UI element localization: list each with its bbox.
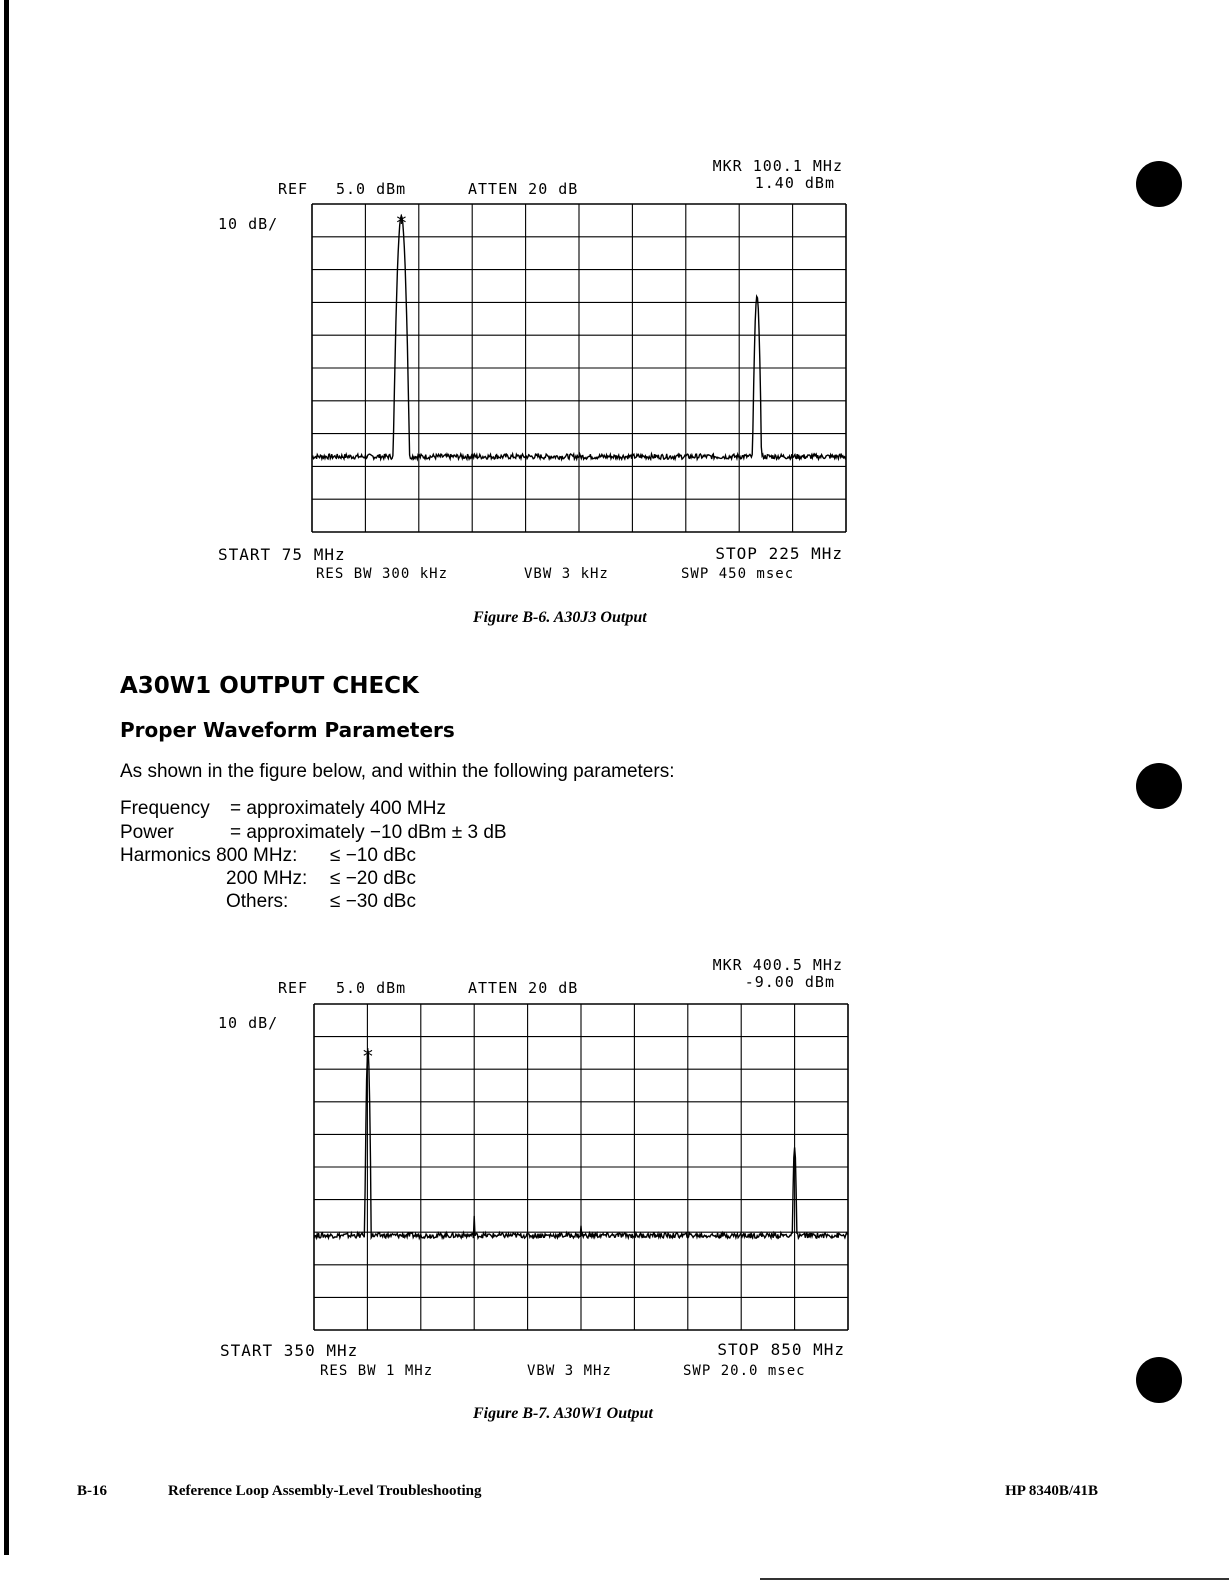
frequency-label: Frequency bbox=[120, 798, 210, 819]
start-frequency: START 350 MHz bbox=[220, 1341, 359, 1360]
marker-level: 1.40 dBm bbox=[754, 174, 835, 192]
marker-symbol: * bbox=[361, 1044, 374, 1069]
sweep-time: SWP 450 msec bbox=[681, 566, 795, 582]
marker-frequency: MKR 100.1 MHz bbox=[712, 157, 843, 175]
intro-paragraph: As shown in the figure below, and within the following parameters: bbox=[120, 761, 675, 782]
resolution-bandwidth: RES BW 300 kHz bbox=[316, 566, 449, 582]
harmonics-200-value: ≤ −20 dBc bbox=[330, 868, 416, 889]
harmonics-200-label: 200 MHz: bbox=[226, 868, 308, 889]
figure-caption: Figure B-6. A30J3 Output bbox=[473, 609, 647, 626]
others-value: ≤ −30 dBc bbox=[330, 891, 416, 912]
power-value: = approximately −10 dBm ± 3 dB bbox=[230, 822, 507, 843]
power-label: Power bbox=[120, 822, 174, 843]
footer-rule bbox=[760, 1578, 1229, 1580]
graticule bbox=[314, 1004, 848, 1330]
stop-frequency: STOP 850 MHz bbox=[717, 1340, 845, 1359]
stop-frequency: STOP 225 MHz bbox=[715, 544, 843, 563]
marker-symbol: * bbox=[395, 210, 408, 235]
section-subheading: Proper Waveform Parameters bbox=[120, 718, 455, 742]
section-heading: A30W1 OUTPUT CHECK bbox=[120, 673, 419, 699]
graticule bbox=[312, 204, 846, 532]
video-bandwidth: VBW 3 kHz bbox=[524, 566, 609, 582]
spectrum-plot bbox=[314, 1004, 848, 1330]
page-number: B-16 bbox=[77, 1483, 107, 1499]
scale-label: 10 dB/ bbox=[218, 1014, 279, 1032]
attenuation-label: ATTEN 20 dB bbox=[468, 180, 579, 198]
punch-hole bbox=[1136, 763, 1182, 809]
binding-edge bbox=[4, 0, 9, 1555]
reference-label: REF bbox=[278, 180, 309, 198]
reference-value: 5.0 dBm bbox=[336, 180, 407, 198]
video-bandwidth: VBW 3 MHz bbox=[527, 1363, 612, 1379]
reference-label: REF bbox=[278, 979, 309, 997]
sweep-time: SWP 20.0 msec bbox=[683, 1363, 806, 1379]
harmonics-800-value: ≤ −10 dBc bbox=[330, 845, 416, 866]
punch-hole bbox=[1136, 1357, 1182, 1403]
resolution-bandwidth: RES BW 1 MHz bbox=[320, 1363, 434, 1379]
footer-title: Reference Loop Assembly-Level Troubleshooting bbox=[168, 1483, 482, 1499]
start-frequency: START 75 MHz bbox=[218, 545, 346, 564]
reference-value: 5.0 dBm bbox=[336, 979, 407, 997]
marker-level: -9.00 dBm bbox=[744, 973, 835, 991]
figure-caption: Figure B-7. A30W1 Output bbox=[473, 1405, 653, 1422]
scale-label: 10 dB/ bbox=[218, 215, 279, 233]
spectrum-plot bbox=[312, 204, 846, 532]
punch-hole bbox=[1136, 161, 1182, 207]
harmonics-label: Harmonics 800 MHz: bbox=[120, 845, 298, 866]
footer-model: HP 8340B/41B bbox=[1005, 1483, 1098, 1499]
frequency-value: = approximately 400 MHz bbox=[230, 798, 446, 819]
attenuation-label: ATTEN 20 dB bbox=[468, 979, 579, 997]
marker-frequency: MKR 400.5 MHz bbox=[712, 956, 843, 974]
others-label: Others: bbox=[226, 891, 289, 912]
